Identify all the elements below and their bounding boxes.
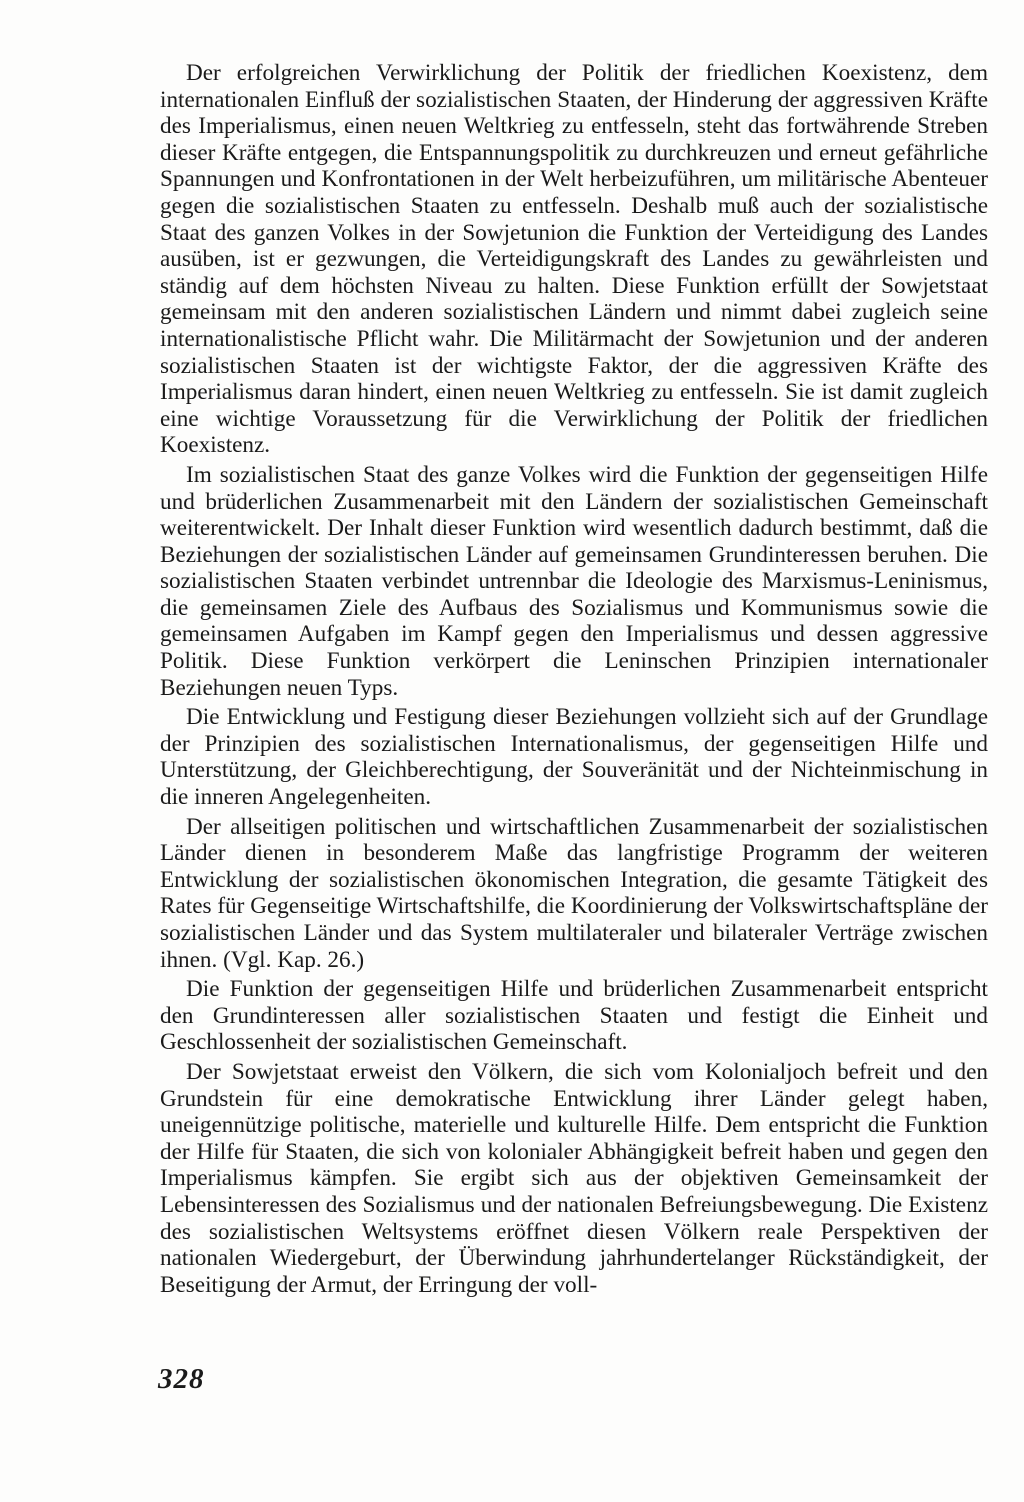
paragraph-defense-function: Der erfolgreichen Verwirklichung der Politik der friedlichen Koexistenz, dem internationalen Einfluß der sozialistischen Staaten, der Hinderung der aggressiven Kräfte des Imperialismus, einen neuen Weltkrieg zu entfesseln, steht das fortwährende Streben dieser Kräfte entgegen, die Entspannungspolitik zu durchkreuzen und erneut gefährliche Spannungen und Konfrontationen in der Welt herbeizuführen, um militärische Abenteuer gegen die sozialistischen Staaten zu entfesseln. Deshalb muß auch der sozialistische Staat des ganzen Volkes in der Sowjetunion die Funktion der Verteidigung des Landes ausüben, ist er gezwungen, die Verteidigungskraft des Landes zu gewährleisten und ständig auf dem höchsten Niveau zu halten. Diese Funktion erfüllt der Sowjetstaat gemeinsam mit den anderen sozialistischen Ländern und nimmt dabei zugleich seine internationalistische Pflicht wahr. Die Militärmacht der Sowjetunion und der anderen sozialistischen Staaten ist der wichtigste Faktor, der die aggressiven Kräfte des Imperialismus daran hindert, einen neuen Weltkrieg zu entfesseln. Sie ist damit zugleich eine wichtige Voraussetzung für die Verwirklichung der Politik der friedlichen Koexistenz.: [160, 60, 988, 459]
paragraph-relations-principles: Die Entwicklung und Festigung dieser Beziehungen vollzieht sich auf der Grundlage der Prinzipien des sozialistischen Internationalismus, der gegenseitigen Hilfe und Unterstützung, der Gleichberechtigung, der Souveränität und der Nichteinmischung in die inneren Angelegenheiten.: [160, 704, 988, 811]
paragraph-economic-cooperation: Der allseitigen politischen und wirtschaftlichen Zusammenarbeit der sozialistischen Länder dienen in besonderem Maße das langfristige Programm der weiteren Entwicklung der sozialistischen ökonomischen Integration, die gesamte Tätigkeit des Rates für Gegenseitige Wirtschaftshilfe, die Koordinierung der Volkswirtschaftspläne der sozialistischen Länder und das System multilateraler und bilateraler Verträge zwischen ihnen. (Vgl. Kap. 26.): [160, 813, 988, 973]
paragraph-community-unity: Die Funktion der gegenseitigen Hilfe und brüderlichen Zusammenarbeit entspricht den Grundinteressen aller sozialistischen Staaten und festigt die Einheit und Geschlossenheit der sozialistischen Gemeinschaft.: [160, 976, 988, 1056]
page-number: 328: [158, 1363, 205, 1395]
paragraph-liberated-states-aid: Der Sowjetstaat erweist den Völkern, die sich vom Kolonialjoch befreit und den Grundstein für eine demokratische Entwicklung ihrer Länder gelegt haben, uneigennützige politische, materielle und kulturelle Hilfe. Dem entspricht die Funktion der Hilfe für Staaten, die sich von kolonialer Abhängigkeit befreit haben und gegen den Imperialismus kämpfen. Sie ergibt sich aus der objektiven Gemeinsamkeit der Lebensinteressen des Sozialismus und der nationalen Befreiungsbewegung. Die Existenz des sozialistischen Weltsystems eröffnet diesen Völkern reale Perspektiven der nationalen Wiedergeburt, der Überwindung jahrhundertelanger Rückständigkeit, der Beseitigung der Armut, der Erringung der voll-: [160, 1058, 988, 1298]
body-text: [160, 60, 988, 1298]
paragraph-mutual-aid-function: Im sozialistischen Staat des ganze Volkes wird die Funktion der gegenseitigen Hilfe und brüderlichen Zusammenarbeit mit den Ländern der sozialistischen Gemeinschaft weiterentwickelt. Der Inhalt dieser Funktion wird wesentlich dadurch bestimmt, daß die Beziehungen der sozialistischen Länder auf gemeinsamen Grundinteressen beruhen. Die sozialistischen Staaten verbindet untrennbar die Ideologie des Marxismus-Leninismus, die gemeinsamen Ziele des Aufbaus des Sozialismus und Kommunismus sowie die gemeinsamen Aufgaben im Kampf gegen den Imperialismus und dessen aggressive Politik. Diese Funktion verkörpert die Leninschen Prinzipien internationaler Beziehungen neuen Typs.: [160, 461, 988, 701]
